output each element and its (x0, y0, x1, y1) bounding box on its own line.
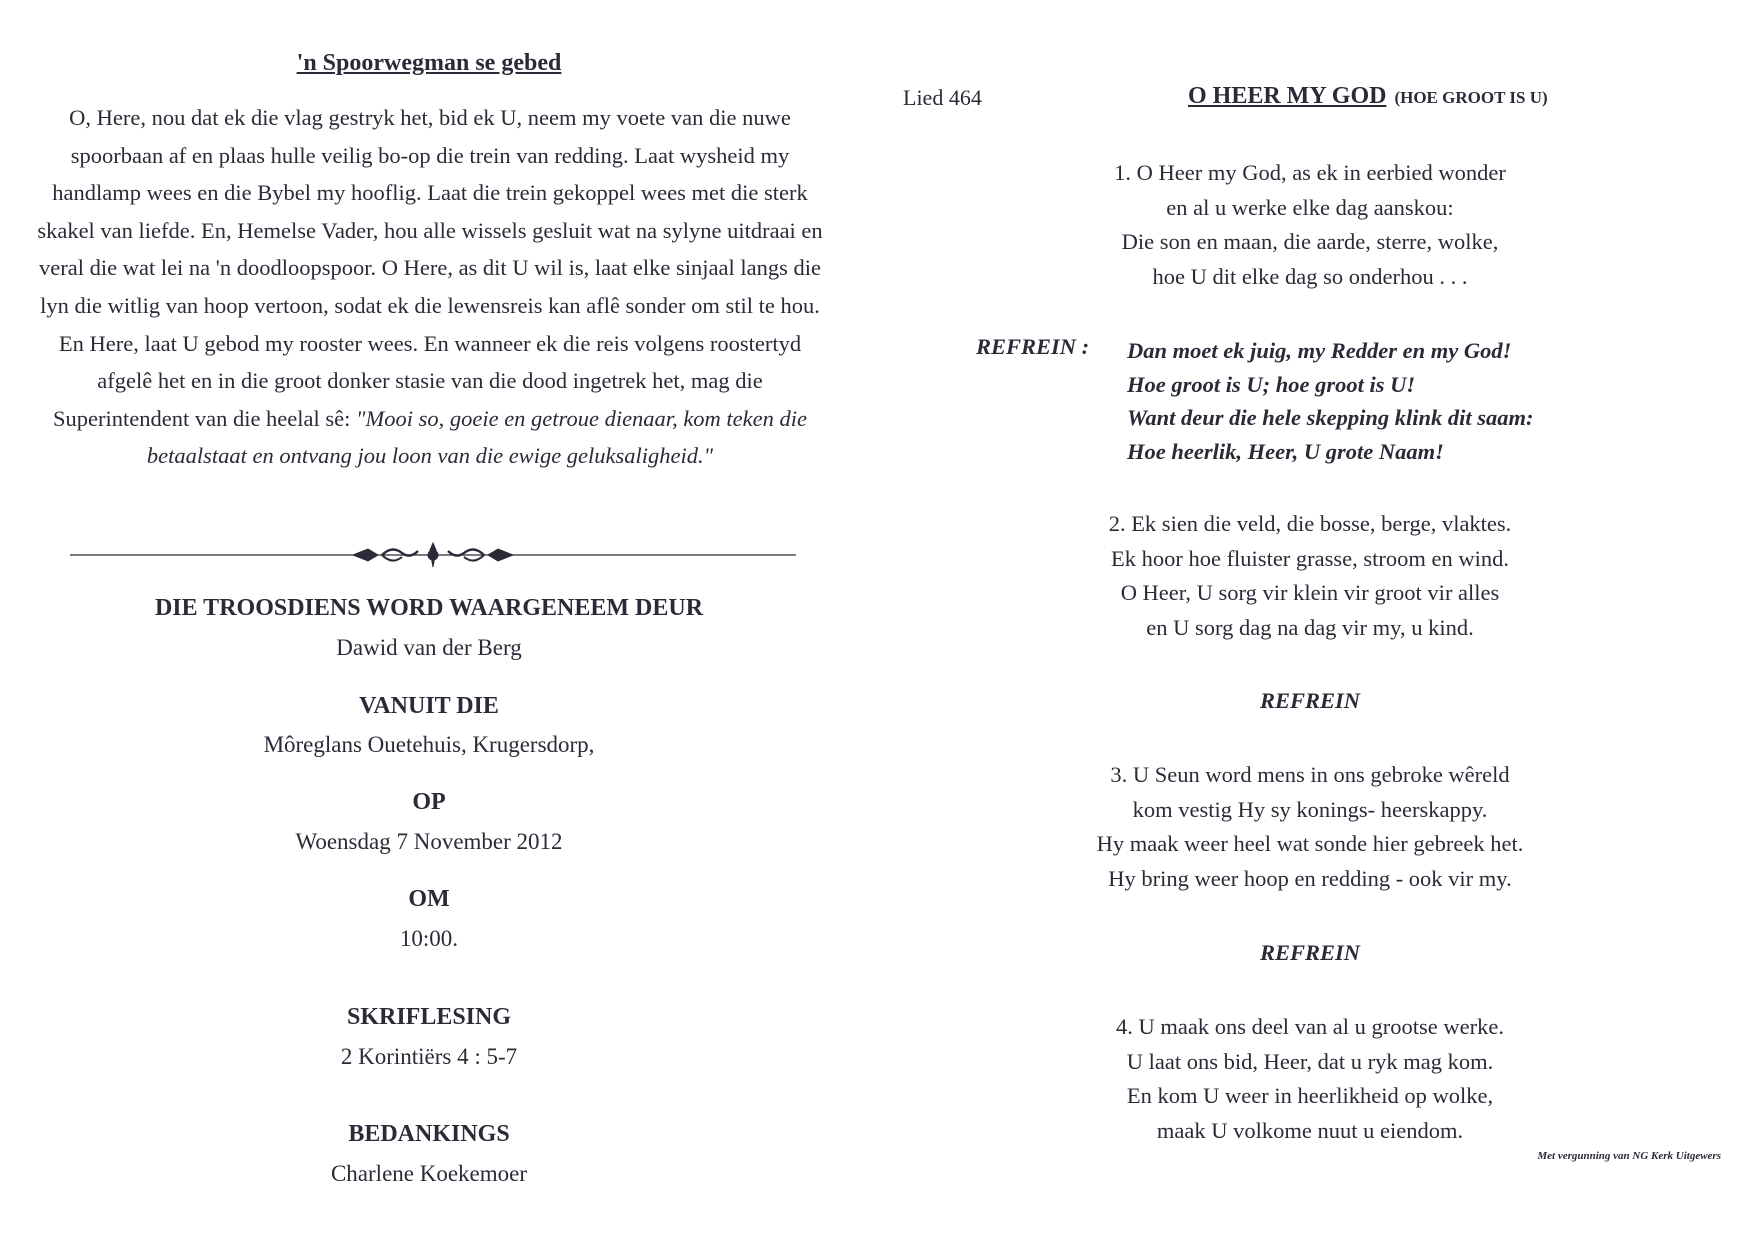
verse-line: en al u werke elke dag aanskou: (1166, 194, 1454, 220)
hymn-title (1188, 83, 1548, 110)
officiant-name: Dawid van der Berg (336, 635, 522, 660)
refrain-repeat-1: REFREIN (1259, 688, 1361, 713)
verse-line: maak U volkome nuut u eiendom. (1156, 1117, 1464, 1143)
verse-line: 2. Ek sien die veld, die bosse, berge, vlaktes. (1108, 511, 1512, 536)
verse-line: Die son en maan, die aarde, sterre, wolke, (1121, 229, 1499, 254)
refrain-line: Want deur die hele skepping klink dit saam: (1127, 405, 1534, 430)
verse-line: en U sorg dag na dag vir my, u kind. (1146, 614, 1474, 640)
hymn-title-main: O HEER MY GOD (1188, 83, 1387, 109)
refrain-repeat-2: REFREIN (1259, 940, 1361, 965)
officiant-heading: DIE TROOSDIENS WORD WAARGENEEM DEUR (154, 595, 704, 621)
prayer-body (30, 99, 830, 475)
verse-line: 3. U Seun word mens in ons gebroke wêreld (1110, 762, 1510, 787)
refrain-label: REFREIN : (976, 334, 1090, 359)
thanks-name: Charlene Koekemoer (330, 1161, 528, 1186)
ornamental-divider (70, 539, 796, 571)
permission-note: Met vergunning van NG Kerk Uitgewers (1537, 1150, 1721, 1162)
refrain-line: Hoe groot is U; hoe groot is U! (1127, 371, 1416, 397)
verse-line: Hy maak weer heel wat sonde hier gebreek het. (1096, 831, 1524, 856)
date-heading: OP (412, 789, 446, 815)
hymn-subtitle: (HOE GROOT IS U) (1394, 88, 1548, 107)
verse-line: hoe U dit elke dag so onderhou . . . (1152, 263, 1468, 289)
time-heading: OM (408, 886, 450, 912)
hymn-number: Lied 464 (903, 85, 982, 110)
verse-line: Hy bring weer hoop en redding - ook vir my. (1108, 865, 1512, 891)
service-time: 10:00. (399, 926, 459, 951)
verse-line: En kom U weer in heerlikheid op wolke, (1126, 1083, 1494, 1108)
service-date: Woensdag 7 November 2012 (295, 829, 563, 854)
verse-line: O Heer, U sorg vir klein vir groot vir alles (1120, 580, 1500, 605)
verse-line: 4. U maak ons deel van al u grootse werke. (1115, 1014, 1504, 1039)
verse-2 (1000, 507, 1620, 645)
verse-4 (1000, 1010, 1620, 1148)
refrain (1127, 334, 1533, 468)
refrain-line: Dan moet ek juig, my Redder en my God! (1127, 338, 1512, 363)
prayer-text: O, Here, nou dat ek die vlag gestryk het, bid ek U, neem my voete van die nuwe spoorbaan af en plaas hulle veilig bo-op die trein van redding. Laat wysheid my handlamp wees en die Bybel my hooflig. Laat die trein gekoppel wees met die sterk skakel van liefde. En, Hemelse Vader, hou alle wissels gesluit wat na sylyne uitdraai en veral die wat lei na 'n doodloopspoor. O Here, as dit U wil is, laat elke sinjaal langs die lyn die witlig van hoop vertoon, sodat ek die lewensreis kan aflê sonder om stil te hou. En Here, laat U gebod my rooster wees. En wanneer ek die reis volgens roostertyd afgelê het en in die groot donker stasie van die dood ingetrek het, mag die Superintendent van die heelal sê: (37, 105, 823, 431)
verse-line: kom vestig Hy sy konings- heerskappy. (1132, 796, 1488, 822)
prayer-title: 'n Spoorwegman se gebed (296, 50, 562, 76)
venue-heading: VANUIT DIE (359, 693, 499, 719)
scripture-reference: 2 Korintiërs 4 : 5-7 (340, 1044, 518, 1069)
prayer-quote: "Mooi so, goeie en getroue dienaar, kom teken die betaalstaat en ontvang jou loon van die ewige geluksaligheid." (146, 405, 808, 469)
verse-line: Ek hoor hoe fluister grasse, stroom en wind. (1110, 545, 1510, 571)
scripture-heading: SKRIFLESING (346, 1004, 512, 1030)
venue-name: Môreglans Ouetehuis, Krugersdorp, (263, 732, 595, 757)
refrain-line: Hoe heerlik, Heer, U grote Naam! (1127, 438, 1444, 464)
verse-3 (1000, 758, 1620, 896)
verse-line: U laat ons bid, Heer, dat u ryk mag kom. (1126, 1048, 1494, 1074)
verse-1 (1000, 156, 1620, 294)
thanks-heading: BEDANKINGS (348, 1121, 510, 1147)
verse-line: 1. O Heer my God, as ek in eerbied wonder (1114, 160, 1506, 185)
